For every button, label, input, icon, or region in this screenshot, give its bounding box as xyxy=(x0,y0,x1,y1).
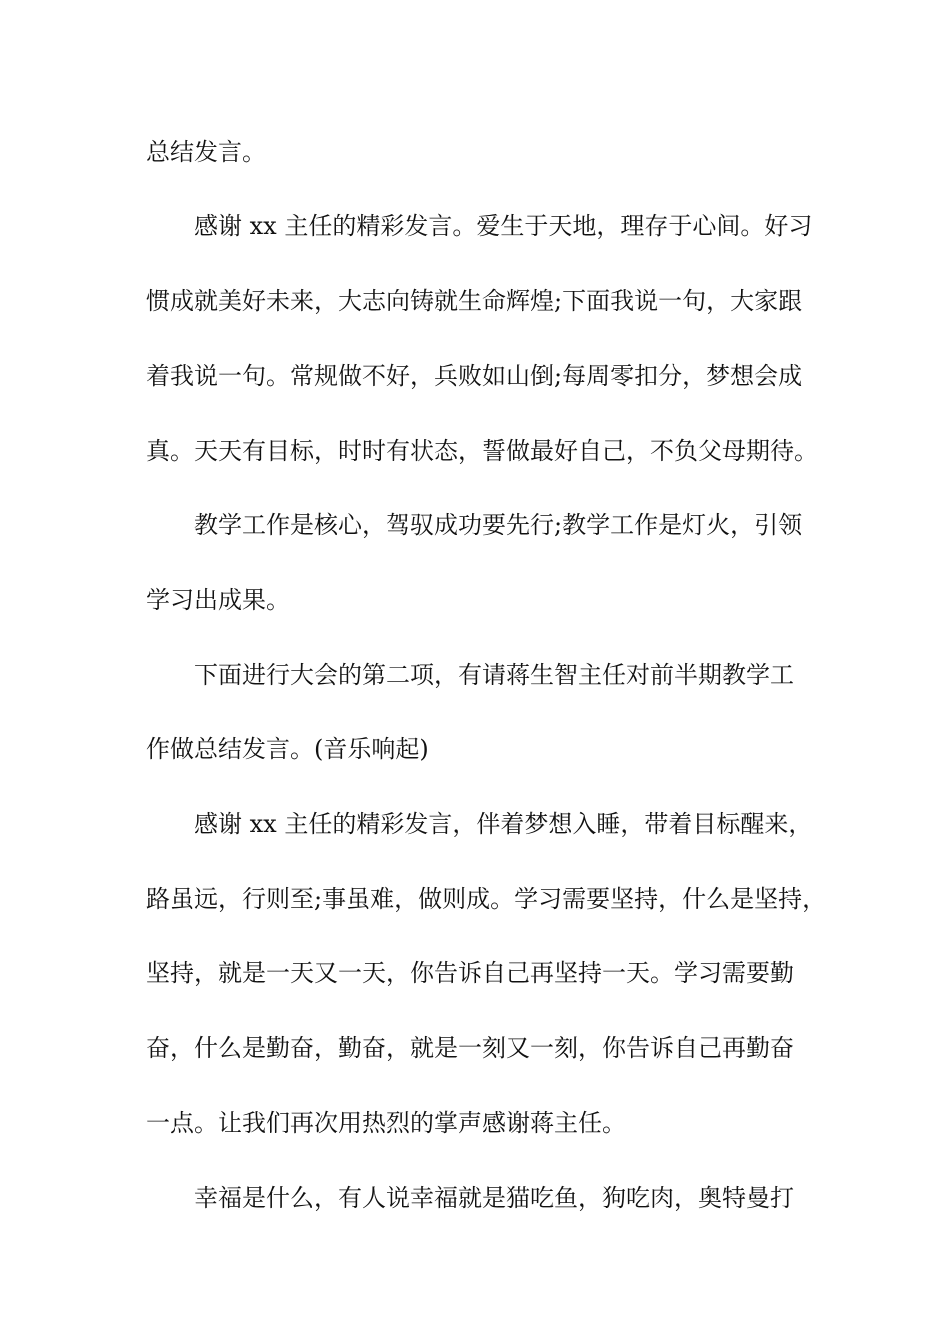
text-line: 奋，什么是勤奋，勤奋，就是一刻又一刻，你告诉自己再勤奋 xyxy=(146,1034,794,1062)
text-line: 作做总结发言。(音乐响起) xyxy=(146,735,429,763)
text-line: 惯成就美好未来，大志向铸就生命辉煌;下面我说一句，大家跟 xyxy=(146,287,803,315)
text-line: 学习出成果。 xyxy=(146,586,290,614)
text-line: 路虽远，行则至;事虽难，做则成。学习需要坚持，什么是坚持， xyxy=(146,885,827,913)
paragraph-first-line: 感谢 xx 主任的精彩发言，伴着梦想入睡，带着目标醒来， xyxy=(194,810,813,838)
paragraph-first-line: 幸福是什么，有人说幸福就是猫吃鱼，狗吃肉，奥特曼打 xyxy=(194,1184,794,1212)
text-line: 总结发言。 xyxy=(146,138,266,166)
paragraph-first-line: 感谢 xx 主任的精彩发言。爱生于天地，理存于心间。好习 xyxy=(194,212,813,240)
text-line: 着我说一句。常规做不好，兵败如山倒;每周零扣分，梦想会成 xyxy=(146,362,803,390)
paragraph-first-line: 下面进行大会的第二项，有请蒋生智主任对前半期教学工 xyxy=(194,661,794,689)
text-line: 坚持，就是一天又一天，你告诉自己再坚持一天。学习需要勤 xyxy=(146,959,794,987)
text-line: 真。天天有目标，时时有状态，誓做最好自己，不负父母期待。 xyxy=(146,437,818,465)
text-line: 一点。让我们再次用热烈的掌声感谢蒋主任。 xyxy=(146,1109,626,1137)
paragraph-first-line: 教学工作是核心，驾驭成功要先行;教学工作是灯火，引领 xyxy=(194,511,803,539)
